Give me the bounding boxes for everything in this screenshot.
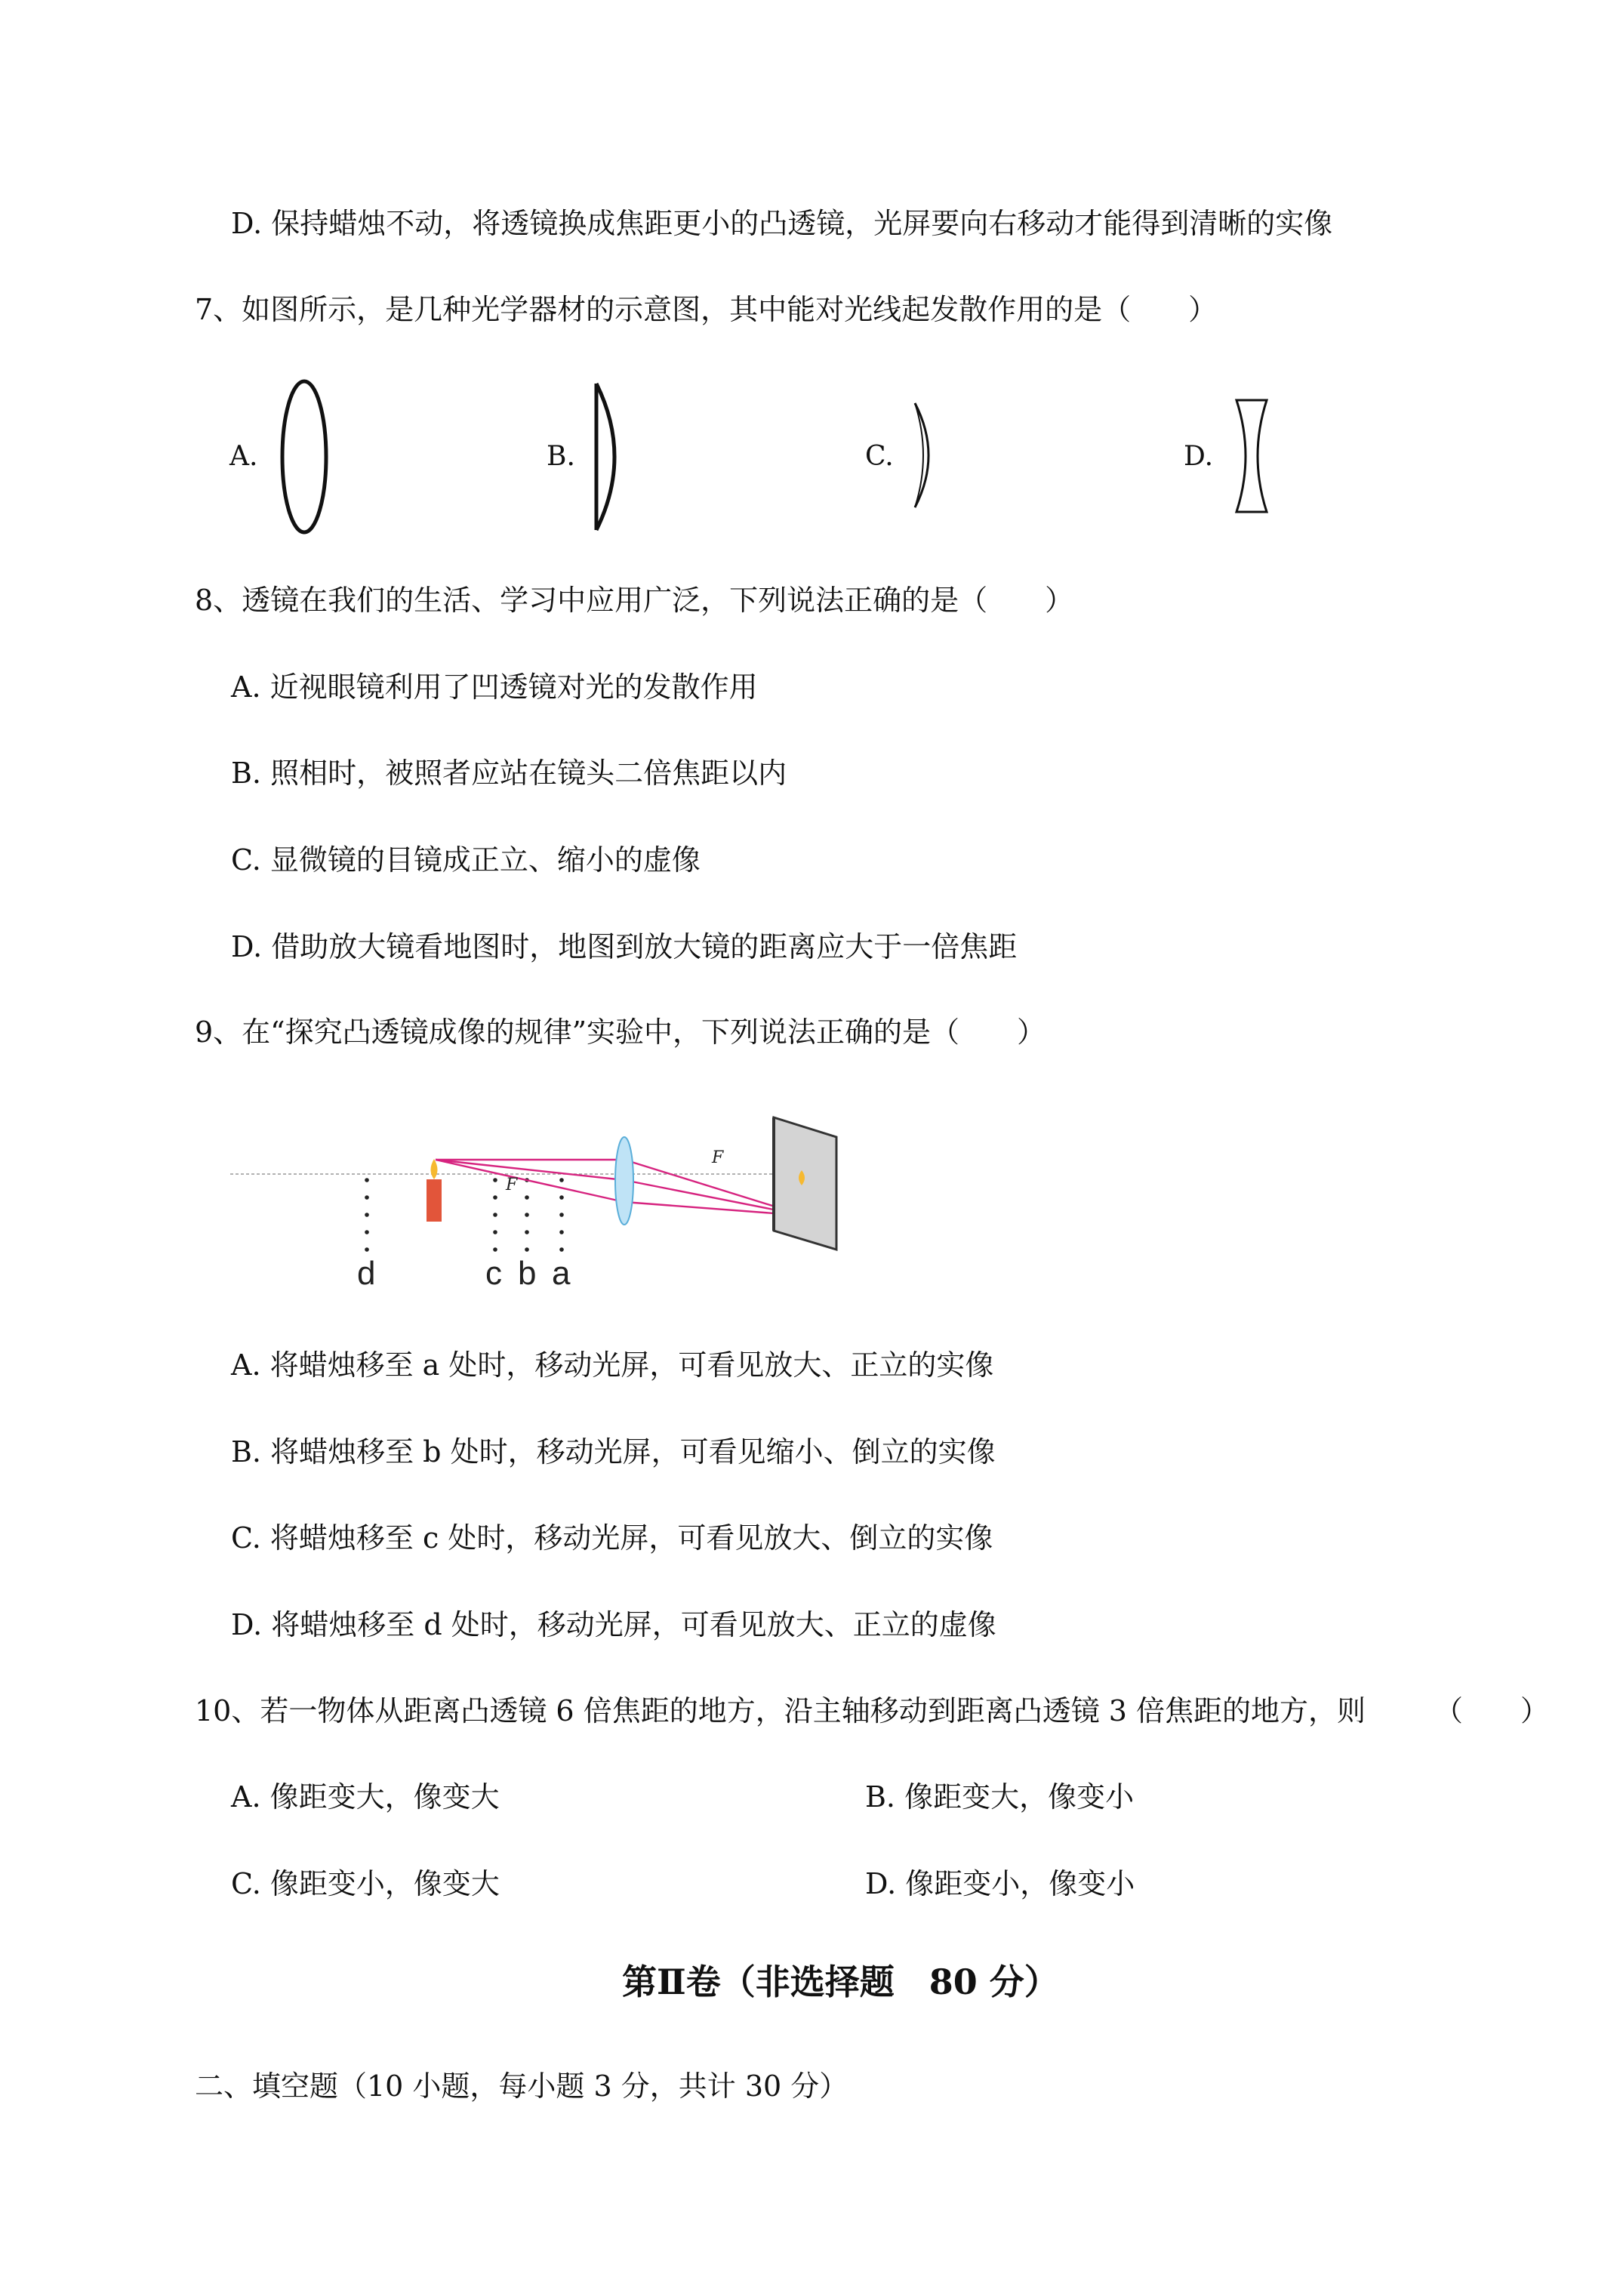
candle-flame — [431, 1159, 438, 1179]
q9-stem: 9、在“探究凸透镜成像的规律”实验中，下列说法正确的是（ ） — [195, 1015, 1046, 1049]
q7-figure-a-convex-lens — [278, 378, 331, 536]
q9-option-d: D. 将蜡烛移至 d 处时，移动光屏，可看见放大、正立的虚像 — [231, 1608, 996, 1641]
q7-label-b: B. — [547, 441, 575, 472]
q10-answer-paren: （ ） — [1434, 1694, 1550, 1727]
q10-option-a: A. 像距变大，像变大 — [231, 1780, 500, 1814]
q7-figure-c-meniscus-lens — [906, 399, 944, 512]
point-b-label: b — [518, 1255, 537, 1292]
point-d-label: d — [357, 1255, 376, 1292]
q7-label-a: A. — [229, 441, 258, 472]
q7-label-c: C. — [865, 441, 894, 472]
q8-option-d: D. 借助放大镜看地图时，地图到放大镜的距离应大于一倍焦距 — [231, 930, 1018, 963]
q8-stem: 8、透镜在我们的生活、学习中应用广泛，下列说法正确的是（ ） — [195, 584, 1074, 617]
candle — [427, 1179, 442, 1222]
q10-stem: 10、若一物体从距离凸透镜 6 倍焦距的地方，沿主轴移动到距离凸透镜 3 倍焦距的地方，则 — [195, 1694, 1366, 1727]
q10-option-d: D. 像距变小，像变小 — [865, 1867, 1135, 1900]
q9-option-b: B. 将蜡烛移至 b 处时，移动光屏，可看见缩小、倒立的实像 — [231, 1435, 996, 1469]
q8-option-a: A. 近视眼镜利用了凹透镜对光的发散作用 — [231, 670, 758, 704]
q9-convex-lens-figure — [226, 1102, 845, 1299]
point-a-label: a — [552, 1255, 571, 1292]
convex-lens — [615, 1137, 633, 1225]
q7-figure-b-plano-convex-lens — [589, 378, 634, 536]
q7-stem: 7、如图所示，是几种光学器材的示意图，其中能对光线起发散作用的是（ ） — [195, 293, 1218, 326]
section-2-subtitle: 二、填空题（10 小题，每小题 3 分，共计 30 分） — [195, 2069, 848, 2103]
focus-left-label: F — [506, 1176, 518, 1194]
point-c-label: c — [485, 1255, 502, 1292]
q7-figure-d-concave-lens — [1230, 396, 1273, 516]
focus-right-label: F — [712, 1148, 724, 1167]
q8-option-b: B. 照相时，被照者应站在镜头二倍焦距以内 — [231, 757, 787, 790]
q10-option-c: C. 像距变小，像变大 — [231, 1867, 500, 1900]
section-2-title: 第Ⅱ卷（非选择题 80 分） — [622, 1962, 1059, 2002]
q6-option-d: D. 保持蜡烛不动，将透镜换成焦距更小的凸透镜，光屏要向右移动才能得到清晰的实像 — [231, 207, 1333, 240]
q7-label-d: D. — [1184, 441, 1214, 472]
q8-option-c: C. 显微镜的目镜成正立、缩小的虚像 — [231, 843, 701, 877]
light-screen — [774, 1117, 836, 1250]
q10-option-b: B. 像距变大，像变小 — [865, 1780, 1135, 1814]
position-markers — [365, 1178, 564, 1252]
q9-option-c: C. 将蜡烛移至 c 处时，移动光屏，可看见放大、倒立的实像 — [231, 1521, 993, 1555]
q9-option-a: A. 将蜡烛移至 a 处时，移动光屏，可看见放大、正立的实像 — [231, 1348, 994, 1382]
